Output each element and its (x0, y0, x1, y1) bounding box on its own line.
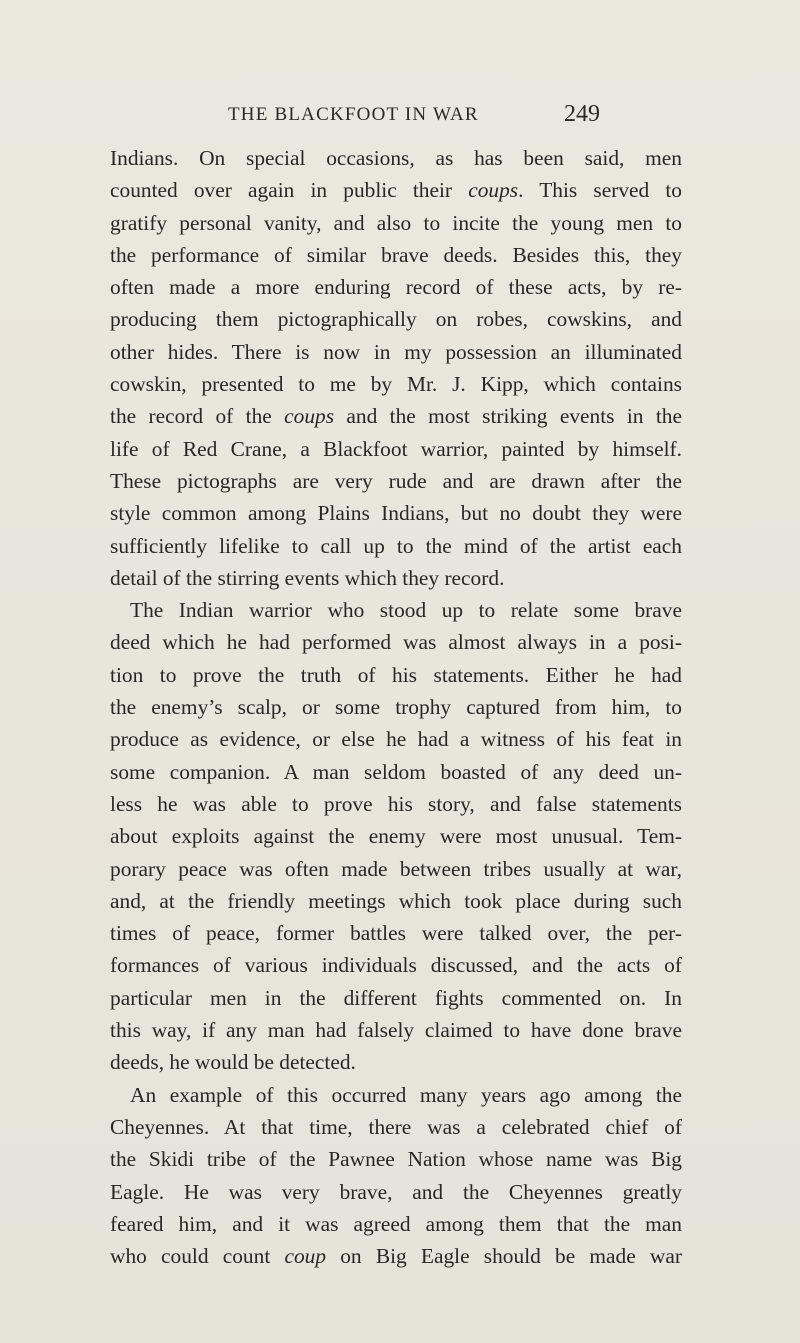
italic-term: coups (468, 178, 519, 203)
page-number: 249 (564, 101, 600, 127)
text-segment: this way, if any man had falsely claimed to have done brave (110, 1018, 682, 1043)
text-line (110, 917, 682, 949)
text-line (110, 174, 682, 206)
running-head (220, 101, 600, 132)
text-segment: the Skidi tribe of the Pawnee Nation whose name was Big (110, 1147, 682, 1172)
text-segment: formances of various individuals discussed, and the acts of (110, 953, 682, 978)
text-line (110, 820, 682, 852)
text-line (110, 1208, 682, 1240)
text-segment: style common among Plains Indians, but no doubt they were (110, 501, 682, 526)
text-segment: tion to prove the truth of his statements. Either he had (110, 662, 682, 687)
text-segment: produce as evidence, or else he had a witness of his feat in (110, 727, 682, 752)
text-segment: less he was able to prove his story, and false statements (110, 791, 682, 816)
text-line (110, 853, 682, 885)
body-text (110, 142, 682, 1272)
text-segment: Eagle. He was very brave, and the Cheyennes greatly (110, 1179, 682, 1204)
text-line (110, 1240, 682, 1272)
text-segment: These pictographs are very rude and are drawn after the (110, 468, 682, 493)
text-segment: . This served to (518, 178, 682, 203)
text-line (110, 239, 682, 271)
text-segment: other hides. There is now in my possession an illuminated (110, 339, 682, 364)
text-line (110, 1111, 682, 1143)
text-segment: deed which he had performed was almost always in a posi- (110, 630, 682, 655)
text-line (110, 1143, 682, 1175)
text-line (110, 142, 682, 174)
text-segment: life of Red Crane, a Blackfoot warrior, painted by himself. (110, 436, 682, 461)
text-segment: Cheyennes. At that time, there was a celebrated chief of (110, 1114, 682, 1139)
text-line (110, 756, 682, 788)
text-line (110, 271, 682, 303)
text-line (110, 1079, 682, 1111)
text-segment: some companion. A man seldom boasted of any deed un- (110, 759, 682, 784)
text-segment: the enemy’s scalp, or some trophy captured from him, to (110, 695, 682, 720)
text-line (110, 691, 682, 723)
text-segment: and, at the friendly meetings which took place during such (110, 888, 682, 913)
text-segment: who could count (110, 1244, 285, 1269)
text-line (110, 1046, 682, 1078)
italic-term: coup (284, 1244, 327, 1269)
text-line (110, 433, 682, 465)
text-line (110, 1176, 682, 1208)
text-line (110, 982, 682, 1014)
text-segment: counted over again in public their (110, 178, 469, 203)
text-segment: sufficiently lifelike to call up to the mind of the artist each (110, 533, 682, 558)
text-segment: deeds, he would be detected. (110, 1050, 356, 1075)
text-line (110, 368, 682, 400)
running-title: THE BLACKFOOT IN WAR (228, 104, 479, 125)
text-line (110, 1014, 682, 1046)
text-line (110, 626, 682, 658)
text-segment: often made a more enduring record of these acts, by re- (110, 275, 682, 300)
text-line (110, 400, 682, 432)
text-line (110, 949, 682, 981)
text-segment: and the most striking events in the (334, 404, 682, 429)
text-segment: The Indian warrior who stood up to relate some brave (130, 598, 682, 623)
text-line (110, 885, 682, 917)
text-segment: producing them pictographically on robes, cowskins, and (110, 307, 682, 332)
text-line (110, 530, 682, 562)
text-line (110, 723, 682, 755)
text-segment: An example of this occurred many years ago among the (130, 1082, 682, 1107)
text-line (110, 788, 682, 820)
text-segment: Indians. On special occasions, as has been said, men (110, 146, 682, 170)
text-line (110, 303, 682, 335)
text-line (110, 497, 682, 529)
text-segment: gratify personal vanity, and also to incite the young men to (110, 210, 682, 235)
text-segment: the performance of similar brave deeds. Besides this, they (110, 242, 682, 267)
text-segment: times of peace, former battles were talked over, the per- (110, 921, 682, 946)
text-line (110, 659, 682, 691)
text-line (110, 336, 682, 368)
text-segment: porary peace was often made between tribes usually at war, (110, 856, 682, 881)
text-segment: detail of the stirring events which they record. (110, 565, 505, 590)
text-line (110, 465, 682, 497)
text-line (110, 562, 682, 594)
text-segment: on Big Eagle should be made war (326, 1244, 682, 1269)
text-segment: cowskin, presented to me by Mr. J. Kipp, which contains (110, 372, 682, 397)
text-line (110, 207, 682, 239)
text-segment: particular men in the different fights commented on. In (110, 985, 682, 1010)
italic-term: coups (284, 404, 335, 429)
text-line (110, 594, 682, 626)
text-segment: the record of the (110, 404, 285, 429)
text-segment: about exploits against the enemy were most unusual. Tem- (110, 824, 682, 849)
text-segment: feared him, and it was agreed among them that the man (110, 1211, 682, 1236)
